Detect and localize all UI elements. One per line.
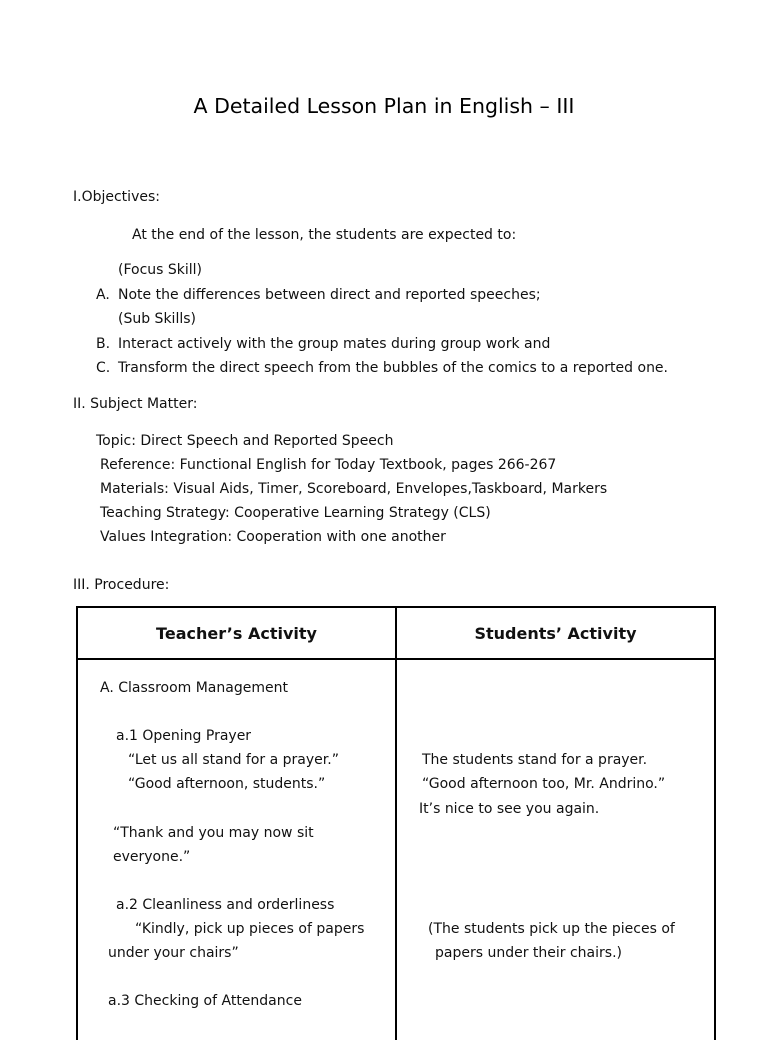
objective-item-c: Transform the direct speech from the bubbles of the comics to a reported one. [118, 360, 668, 376]
objectives-heading: I.Objectives: [73, 189, 160, 205]
subject-teaching-strategy: Teaching Strategy: Cooperative Learning Strategy (CLS) [100, 505, 491, 521]
subject-reference: Reference: Functional English for Today Textbook, pages 266-267 [100, 457, 557, 473]
teacher-line: everyone.” [113, 849, 191, 865]
teacher-line: “Let us all stand for a prayer.” [128, 752, 339, 768]
student-line: papers under their chairs.) [435, 945, 622, 961]
subject-matter-heading: II. Subject Matter: [73, 396, 198, 412]
teacher-activity-header: Teacher’s Activity [77, 607, 396, 659]
teacher-line: “Kindly, pick up pieces of papers [135, 921, 365, 937]
students-activity-cell [396, 659, 715, 1040]
objective-marker-a: A. [96, 287, 110, 303]
teacher-activity-cell [77, 659, 396, 1040]
teacher-line: A. Classroom Management [100, 680, 288, 696]
objective-item-a: Note the differences between direct and reported speeches; [118, 287, 541, 303]
sub-skills-label: (Sub Skills) [118, 311, 196, 327]
teacher-line: “Thank and you may now sit [113, 825, 314, 841]
students-activity-header: Students’ Activity [396, 607, 715, 659]
student-line: The students stand for a prayer. [422, 752, 648, 768]
procedure-table [76, 606, 716, 1040]
teacher-line: “Good afternoon, students.” [128, 776, 326, 792]
objective-item-b: Interact actively with the group mates during group work and [118, 336, 551, 352]
objective-marker-b: B. [96, 336, 111, 352]
student-line: It’s nice to see you again. [419, 801, 600, 817]
subject-values-integration: Values Integration: Cooperation with one another [100, 529, 446, 545]
objective-marker-c: C. [96, 360, 111, 376]
document-title: A Detailed Lesson Plan in English – III [193, 94, 575, 118]
teacher-line: a.3 Checking of Attendance [108, 993, 302, 1009]
procedure-heading: III. Procedure: [73, 577, 170, 593]
subject-topic: Topic: Direct Speech and Reported Speech [96, 433, 394, 449]
teacher-line: a.2 Cleanliness and orderliness [116, 897, 335, 913]
focus-skill-label: (Focus Skill) [118, 262, 203, 278]
student-line: “Good afternoon too, Mr. Andrino.” [422, 776, 666, 792]
teacher-line: under your chairs” [108, 945, 239, 961]
student-line: (The students pick up the pieces of [428, 921, 675, 937]
objectives-intro: At the end of the lesson, the students are expected to: [132, 227, 517, 243]
teacher-line: a.1 Opening Prayer [116, 728, 252, 744]
subject-materials: Materials: Visual Aids, Timer, Scoreboard, Envelopes,Taskboard, Markers [100, 481, 608, 497]
